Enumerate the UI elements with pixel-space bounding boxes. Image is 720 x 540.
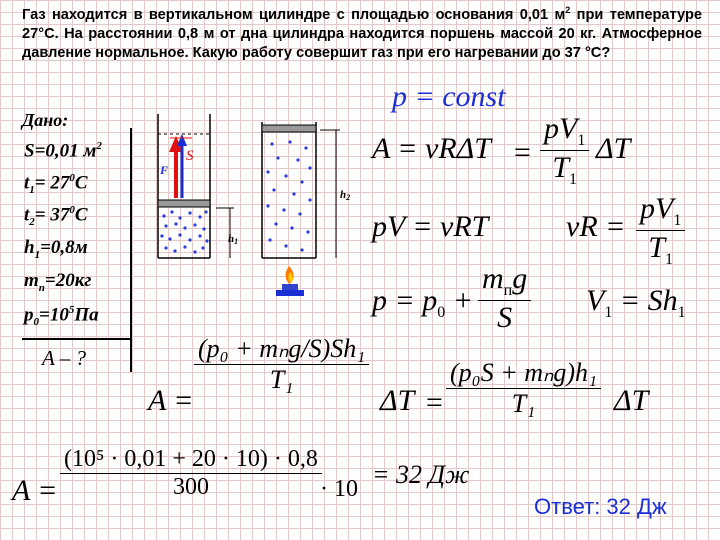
formula-pressure: $p = p_0$ + — [372, 284, 473, 321]
formula-work-full-fraction: $\frac{\text{(p₀ + mₙg/S)Sh₁}}{\text{T₁}}$ — [194, 334, 369, 395]
problem-statement — [22, 6, 702, 63]
formula-work-full-fraction-2: $\frac{\text{(p₀S + mₙg)h₁}}{\text{T₁}}$ — [446, 358, 601, 419]
given-t2: $t_2= 37^0С$ — [24, 204, 88, 229]
label-f: F — [160, 163, 169, 177]
given-divider-horizontal — [22, 338, 130, 340]
displacement-arrow-head — [177, 134, 187, 146]
piston-left — [158, 200, 210, 207]
label-h1: h1 — [228, 233, 239, 246]
given-t1: $t_1= 27^0С$ — [24, 172, 88, 197]
given-h1: $h_1=0,8м$ — [24, 237, 88, 261]
formula-p-const: p = const — [392, 80, 506, 113]
problem-text: Газ находится в вертикальном цилиндре с площадью основания 0,01 $м^2$ при температуре 27°С. На расстоянии 0,8 м от дна цилиндра находится поршень массой 20 кг. Атмосферное давление нормальное. Какую работу совершит газ при его нагревании до 37 °С? — [22, 5, 702, 61]
formula-work-fraction: $\frac{pV_1}{T_1}$ — [540, 112, 589, 189]
formula-pressure-fraction: $\frac{m_пg}{S}$ — [478, 262, 531, 335]
formula-calc-result: = 32 Дж — [372, 460, 470, 489]
cylinder-diagram — [150, 108, 370, 304]
answer-label: Ответ: 32 Дж — [534, 494, 667, 519]
given-p0: $p_0=10^5Па$ — [24, 304, 99, 329]
formula-work-eq-sign: = — [512, 136, 533, 169]
formula-calc-lhs: A = — [12, 474, 58, 507]
given-title: Дано: — [22, 110, 69, 130]
formula-work-full-dt: ΔT — [380, 384, 415, 417]
formula-work-dt: ΔT — [596, 132, 631, 165]
label-s: S — [186, 148, 194, 164]
given-area: S=0,01 $м^2$ — [24, 140, 102, 162]
given-mass: $m_п=20кг$ — [24, 270, 92, 294]
formula-nur-fraction: $\frac{pV_1}{T_1}$ — [636, 192, 685, 269]
given-divider-vertical — [130, 128, 132, 372]
formula-calc-fraction: $\frac{\text{(10⁵ · 0,01 + 20 · 10) · 0,8}}{300}$ — [60, 446, 322, 501]
burner-icon — [276, 266, 304, 296]
gas-dots-right — [266, 140, 311, 251]
formula-nur: νR = — [566, 210, 626, 243]
formula-work-full-2-dt: ΔT — [614, 384, 649, 417]
gas-dots-left — [160, 210, 208, 253]
formula-work-full-lhs: A = — [148, 384, 194, 417]
formula-work-full-eq: = — [424, 386, 445, 419]
piston-right — [262, 125, 316, 132]
formula-work-basic: A = νRΔT — [372, 132, 491, 165]
label-h2: h2 — [340, 189, 351, 202]
find-label: A – ? — [42, 346, 86, 370]
formula-volume: $V_1 = Sh_1$ — [586, 284, 686, 321]
formula-state-equation: pV = νRT — [372, 210, 489, 243]
formula-calc-mult: · 10 — [320, 476, 358, 502]
